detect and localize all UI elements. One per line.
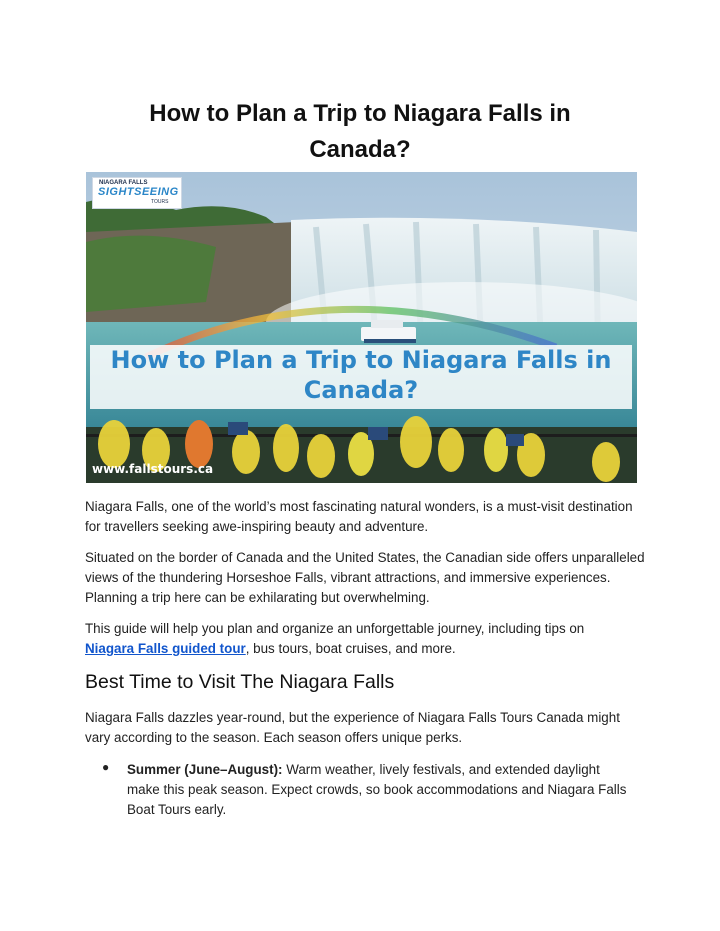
paragraph-guide: [85, 619, 645, 659]
hero-banner: [90, 345, 632, 409]
paragraph-seasons: Niagara Falls dazzles year-round, but the experience of Niagara Falls Tours Canada might vary according to the season. Each season offers unique perks.: [85, 710, 620, 745]
guided-tour-link[interactable]: Niagara Falls guided tour: [85, 641, 246, 656]
hero-banner-line2: Canada?: [303, 376, 419, 404]
niagara-falls-photo: [86, 172, 637, 483]
guide-text-end: , bus tours, boat cruises, and more.: [245, 641, 456, 656]
list-item-summer-label: Summer (June–August):: [127, 762, 283, 777]
hero-banner-line1: How to Plan a Trip to Niagara Falls in: [110, 346, 612, 374]
document-title: How to Plan a Trip to Niagara Falls in Canada?: [149, 100, 571, 163]
guide-text-start: This guide will help you plan and organize an unforgettable journey, including tips on: [85, 621, 585, 636]
list-item-summer-text: Warm weather, lively festivals, and extended daylight make this peak season. Expect crowds, so book accommodations and Niagara Falls Boat Tours early.: [127, 762, 627, 817]
bullet-icon: ●: [102, 760, 110, 774]
sightseeing-tours-logo: NIAGARA FALLS SIGHTSEEING TOURS: [92, 177, 182, 209]
section-heading-best-time: Best Time to Visit The Niagara Falls: [85, 671, 395, 693]
paragraph-location: Situated on the border of Canada and the United States, the Canadian side offers unparalleled views of the thundering Horseshoe Falls, vibrant attractions, and immersive experiences. Planning a trip here can be exhilarating but overwhelming.: [85, 550, 645, 605]
hero-image: [86, 172, 637, 483]
hero-url: www.fallstours.ca: [92, 462, 214, 476]
paragraph-intro: Niagara Falls, one of the world’s most fascinating natural wonders, is a must-visit destination for travellers seeking awe-inspiring beauty and adventure.: [85, 499, 633, 534]
list-item-summer: [127, 760, 627, 820]
